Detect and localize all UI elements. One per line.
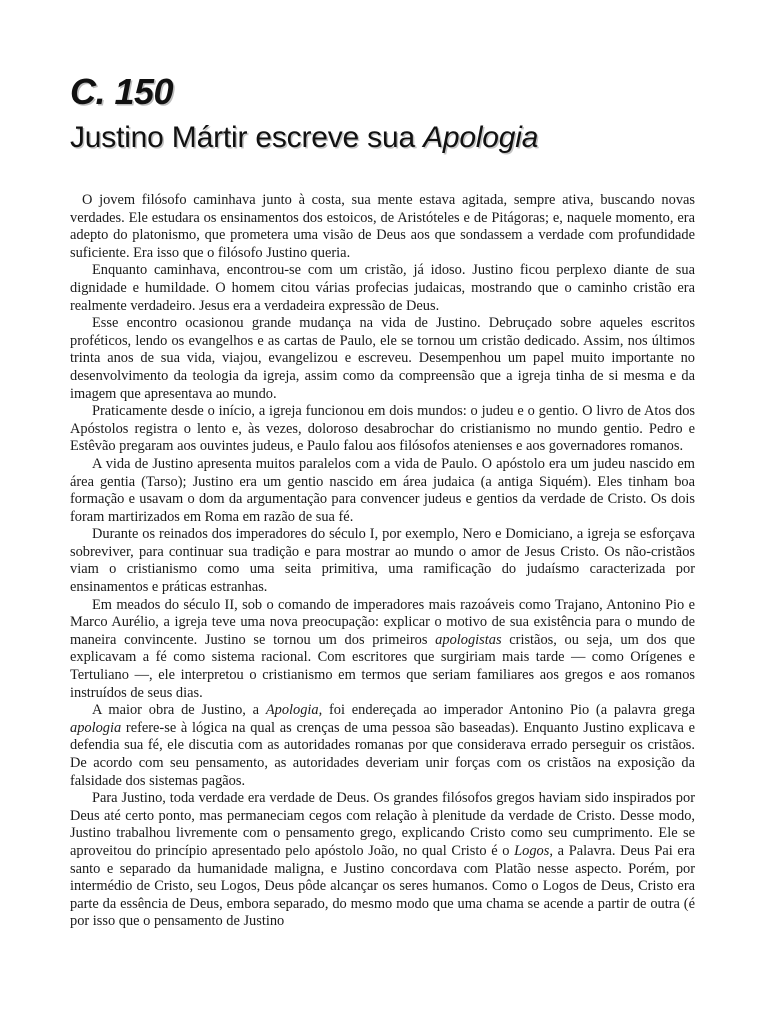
paragraph-text: cristãos, ou seja, um dos que explicavam a fé como sistema racional. Com escritores que surgiriam mais tarde — como Orígenes e Tertuliano —, ele interpretou o cristianismo em termos que seriam familiares aos gregos e aos romanos instruídos de seus dias. bbox=[70, 631, 695, 701]
paragraph bbox=[70, 702, 695, 790]
paragraph-text: refere-se à lógica na qual as crenças de uma pessoa são baseadas). Enquanto Justino explicava e defendia sua fé, ele discutia com as autoridades romanas por que considerava errado perseguir os cristãos. De acordo com seu pensamento, as autoridades deveriam unir forças com os cristãos na exposição da falsidade dos sistemas pagãos. bbox=[70, 719, 695, 789]
paragraph-text: O jovem filósofo caminhava junto à costa, sua mente estava agitada, sempre ativa, buscando novas verdades. Ele estudara os ensinamentos dos estoicos, de Aristóteles e de Pitágoras; e, naquele momento, era adepto do platonismo, que prometera uma visão de Deus aos que sondassem a verdade com profundidade suficiente. Era isso que o filósofo Justino queria. bbox=[70, 192, 695, 261]
paragraph-text: Esse encontro ocasionou grande mudança na vida de Justino. Debruçado sobre aqueles escritos proféticos, lendo os evangelhos e as cartas de Paulo, ele se tornou um cristão dedicado. Assim, nos últimos trinta anos de sua vida, viajou, evangelizou e escreveu. Desempenhou um papel muito importante no desenvolvimento da teologia da igreja, assim como da compreensão que a igreja tinha de si mesma e da imagem que apresentava ao mundo. bbox=[70, 315, 695, 402]
paragraph-text: A vida de Justino apresenta muitos paralelos com a vida de Paulo. O apóstolo era um judeu nascido em área gentia (Tarso); Justino era um gentio nascido em área judaica (a antiga Siquém). Eles tinham boa formação e usavam o dom da argumentação para convencer judeus e gentios da verdade de Cristo. Os dois foram martirizados em Roma em razão de sua fé. bbox=[70, 455, 695, 525]
paragraph bbox=[70, 790, 695, 931]
italic-text: apologistas bbox=[435, 631, 502, 648]
paragraph-text: Para Justino, toda verdade era verdade de Deus. Os grandes filósofos gregos haviam sido inspirados por Deus até certo ponto, mas permaneciam cegos com relação à plenitude da verdade de Cristo. Desse modo, Justino trabalhou livremente com o pensamento grego, explicando Cristo como seu cumprimento. Ele se aproveitou do princípio apresentado pelo apóstolo João, no qual Cristo é o bbox=[70, 790, 695, 859]
paragraph bbox=[70, 192, 695, 262]
paragraph bbox=[70, 403, 695, 456]
paragraph-text: Enquanto caminhava, encontrou-se com um cristão, já idoso. Justino ficou perplexo diante de sua dignidade e humildade. O homem citou várias profecias judaicas, mostrando que o caminho cristão era realmente verdadeiro. Jesus era a verdadeira expressão de Deus. bbox=[70, 262, 695, 314]
italic-text: Apologia, bbox=[265, 702, 323, 719]
article-body bbox=[70, 192, 695, 931]
italic-text: Logos, bbox=[514, 842, 553, 859]
chapter-title bbox=[70, 120, 710, 156]
chapter-heading bbox=[70, 72, 710, 156]
paragraph-text: foi endereçada ao imperador Antonino Pio (a palavra grega bbox=[322, 702, 695, 719]
italic-text: apologia bbox=[70, 719, 122, 736]
paragraph-text: Em meados do século II, sob o comando de imperadores mais razoáveis como Trajano, Antonino Pio e Marco Aurélio, a igreja teve uma nova preocupação: explicar o motivo de sua existência para o mundo de maneira convincente. Justino se tornou um dos primeiros bbox=[70, 596, 695, 648]
paragraph bbox=[70, 526, 695, 596]
paragraph bbox=[70, 456, 695, 526]
paragraph bbox=[70, 597, 695, 703]
paragraph bbox=[70, 262, 695, 315]
paragraph-text: A maior obra de Justino, a bbox=[92, 702, 266, 719]
chapter-title-emphasis: Apologia bbox=[423, 121, 539, 154]
paragraph-text: Durante os reinados dos imperadores do século I, por exemplo, Nero e Domiciano, a igreja se esforçava sobreviver, para continuar sua tradição e para mostrar ao mundo o amor de Jesus Cristo. Os não-cristãos viam o cristianismo como uma seita primitiva, uma ramificação do judaísmo caracterizada por ensinamentos e práticas estranhas. bbox=[70, 526, 695, 596]
paragraph-text: a Palavra. Deus Pai era santo e separado da humanidade maligna, e Justino concordava com Platão nesse aspecto. Porém, por intermédio de Cristo, seu Logos, Deus pôde alcançar os seres humanos. Como o Logos de Deus, Cristo era parte da essência de Deus, embora separado, do mesmo modo que uma chama se acende a partir de outra (é por isso que o pensamento de Justino bbox=[70, 842, 695, 930]
paragraph bbox=[70, 315, 695, 403]
paragraph-text: Praticamente desde o início, a igreja funcionou em dois mundos: o judeu e o gentio. O livro de Atos dos Apóstolos registra o lento e, às vezes, doloroso desabrochar do cristianismo no mundo gentio. Pedro e Estêvão pregaram aos ouvintes judeus, e Paulo falou aos filósofos atenienses e aos governadores romanos. bbox=[70, 403, 695, 455]
chapter-title-text: Justino Mártir escreve sua bbox=[70, 121, 424, 154]
chapter-date: C. 150 bbox=[70, 71, 174, 112]
